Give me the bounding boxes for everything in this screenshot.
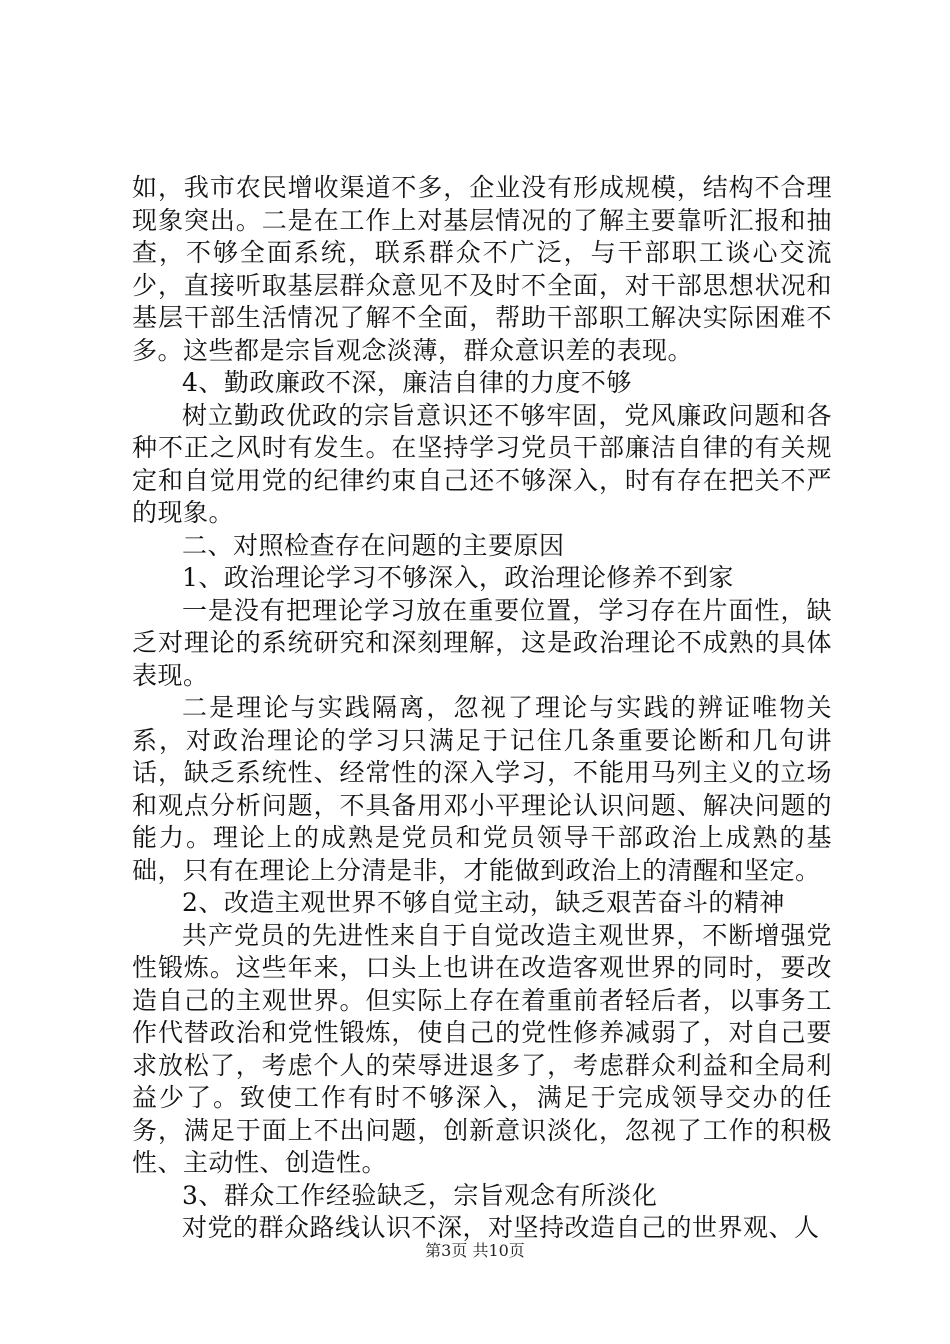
paragraph-6: 一是没有把理论学习放在重要位置，学习存在片面性，缺乏对理论的系统研究和深刻理解，这是政治理论不成熟的具体表现。	[132, 595, 832, 690]
section-heading-main-causes: 二、对照检查存在问题的主要原因	[182, 530, 565, 560]
paragraph-7: 二是理论与实践隔离，忽视了理论与实践的辨证唯物关系，对政治理论的学习只满足于记住几条重要论断和几句讲话，缺乏系统性、经常性的深入学习，不能用马列主义的立场和观点分析问题，不具备用邓小平理论认识问题、解决问题的能力。理论上的成熟是党员和党员领导干部政治上成熟的基础，只有在理论上分清是非，才能做到政治上的清醒和坚定。	[132, 693, 832, 885]
section-heading-4: 4、勤政廉政不深，廉洁自律的力度不够	[182, 368, 632, 397]
paragraph-9: 共产党员的先进性来自于自觉改造主观世界，不断增强党性锻炼。这些年来，口头上也讲在改造客观世界的同时，要改造自己的主观世界。但实际上存在着重前者轻后者，以事务工作代替政治和党性锻炼，使自己的党性修养减弱了，对自己要求放松了，考虑个人的荣辱进退多了，考虑群众利益和全局利益少了。致使工作有时不够深入，满足于完成领导交办的任务，满足于面上不出问题，创新意识淡化，忽视了工作的积极性、主动性、创造性。	[132, 920, 832, 1177]
paragraph-1: 如，我市农民增收渠道不多，企业没有形成规模，结构不合理现象突出。二是在工作上对基层情况的了解主要靠听汇报和抽查，不够全面系统，联系群众不广泛，与干部职工谈心交流少，直接听取基层群众意见不及时不全面，对干部思想状况和基层干部生活情况了解不全面，帮助干部职工解决实际困难不多。这些都是宗旨观念淡薄，群众意识差的表现。	[132, 173, 832, 365]
document-body	[132, 172, 832, 1245]
subsection-heading-3: 3、群众工作经验缺乏，宗旨观念有所淡化	[182, 1180, 658, 1210]
subsection-heading-2: 2、改造主观世界不够自觉主动，缺乏艰苦奋斗的精神	[182, 888, 785, 917]
paragraph-3: 树立勤政优政的宗旨意识还不够牢固，党风廉政问题和各种不正之风时有发生。在坚持学习党员干部廉洁自律的有关规定和自觉用党的纪律约束自己还不够深入，时有存在把关不严的现象。	[132, 400, 832, 527]
page-number-footer: 第3页 共10页	[425, 1241, 525, 1260]
subsection-heading-1: 1、政治理论学习不够深入，政治理论修养不到家	[182, 563, 734, 592]
paragraph-11: 对党的群众路线认识不深，对坚持改造自己的世界观、人	[182, 1213, 820, 1242]
